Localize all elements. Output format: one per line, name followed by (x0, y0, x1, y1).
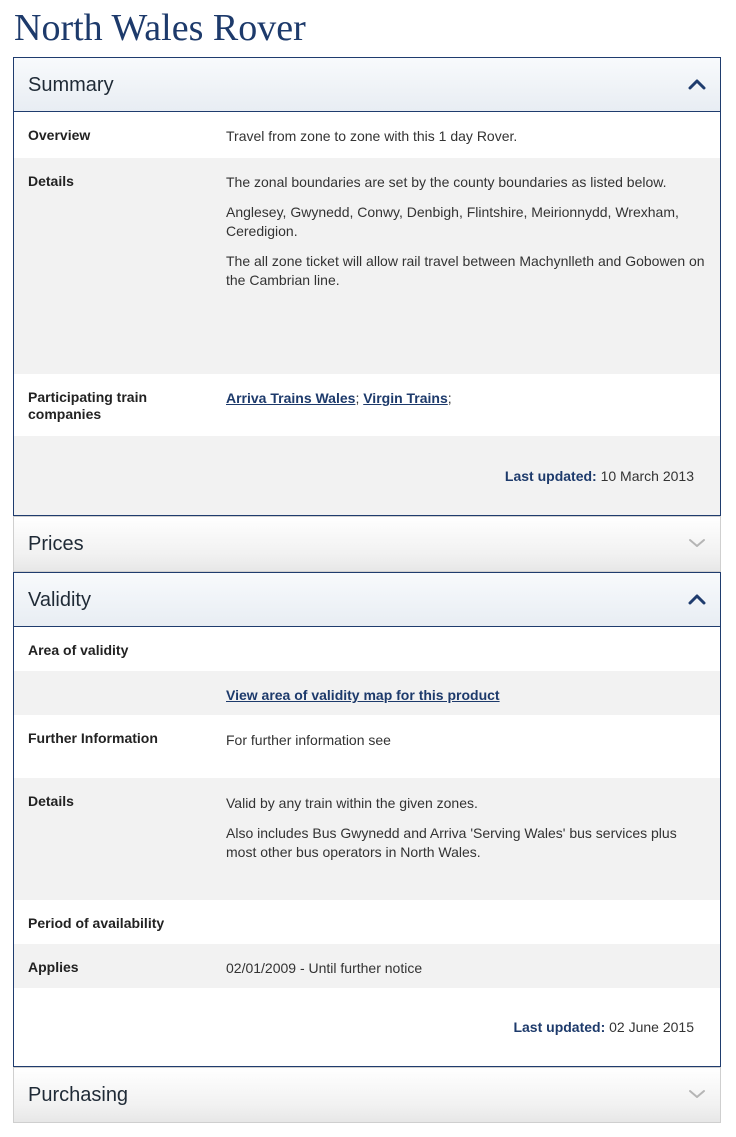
prices-header[interactable] (14, 517, 720, 571)
validity-panel (13, 572, 721, 1067)
purchasing-header[interactable] (14, 1068, 720, 1122)
details-value (226, 173, 706, 290)
validity-details-paragraph: Valid by any train within the given zones. (226, 795, 478, 811)
map-link-wrap (226, 686, 706, 705)
prices-panel (13, 516, 721, 572)
overview-value: Travel from zone to zone with this 1 day Rover. (226, 128, 518, 144)
summary-row-overview (14, 112, 720, 158)
prices-title: Prices (28, 533, 84, 555)
link-separator: ; (355, 390, 360, 406)
purchasing-title: Purchasing (28, 1084, 129, 1106)
link-separator: ; (447, 390, 452, 406)
validity-row-map-link (14, 671, 720, 715)
validity-row-details (14, 778, 720, 900)
further-info-label: Further Information (28, 730, 158, 746)
validity-last-updated (513, 1019, 694, 1036)
summary-panel (13, 57, 721, 516)
validity-row-further (14, 715, 720, 778)
last-updated-label: Last updated: (504, 468, 597, 484)
last-updated-label: Last updated: (513, 1019, 606, 1035)
chevron-down-icon (688, 537, 706, 549)
summary-row-details (14, 158, 720, 374)
validity-details-paragraph: Also includes Bus Gwynedd and Arriva 'Serving Wales' bus services plus most other bus operators in North Wales. (226, 825, 677, 860)
period-label: Period of availability (28, 915, 165, 931)
summary-header[interactable] (14, 58, 720, 112)
further-info-value: For further information see (226, 732, 391, 748)
last-updated-value: 02 June 2015 (609, 1019, 694, 1035)
applies-value: 02/01/2009 - Until further notice (226, 960, 423, 976)
page-title: North Wales Rover (14, 7, 306, 49)
virgin-trains-link[interactable]: Virgin Trains (363, 390, 448, 406)
applies-label: Applies (28, 959, 79, 975)
validity-row-area (14, 627, 720, 671)
chevron-up-icon (688, 78, 706, 90)
chevron-up-icon (688, 593, 706, 605)
details-label: Details (28, 173, 74, 189)
companies-value (226, 389, 706, 408)
summary-row-companies (14, 374, 720, 436)
validity-title: Validity (28, 589, 91, 611)
validity-row-period (14, 900, 720, 944)
details-paragraph: Anglesey, Gwynedd, Conwy, Denbigh, Flintshire, Meirionnydd, Wrexham, Ceredigion. (226, 204, 679, 239)
details-paragraph: The all zone ticket will allow rail travel between Machynlleth and Gobowen on the Cambrian line. (226, 253, 705, 288)
summary-last-updated (505, 468, 694, 485)
summary-title: Summary (28, 74, 114, 96)
validity-row-applies (14, 944, 720, 988)
validity-details-value (226, 794, 706, 862)
purchasing-panel (13, 1067, 721, 1123)
area-of-validity-label: Area of validity (28, 642, 129, 658)
arriva-trains-wales-link[interactable]: Arriva Trains Wales (226, 390, 356, 406)
validity-row-updated (14, 988, 720, 1066)
chevron-down-icon (688, 1088, 706, 1100)
companies-label: Participating train companies (28, 389, 148, 422)
last-updated-value: 10 March 2013 (600, 468, 694, 484)
validity-header[interactable] (14, 573, 720, 627)
validity-map-link[interactable]: View area of validity map for this product (226, 687, 500, 703)
details-paragraph: The zonal boundaries are set by the county boundaries as listed below. (226, 174, 667, 190)
validity-details-label: Details (28, 793, 74, 809)
summary-row-updated (14, 436, 720, 515)
overview-label: Overview (28, 127, 91, 143)
